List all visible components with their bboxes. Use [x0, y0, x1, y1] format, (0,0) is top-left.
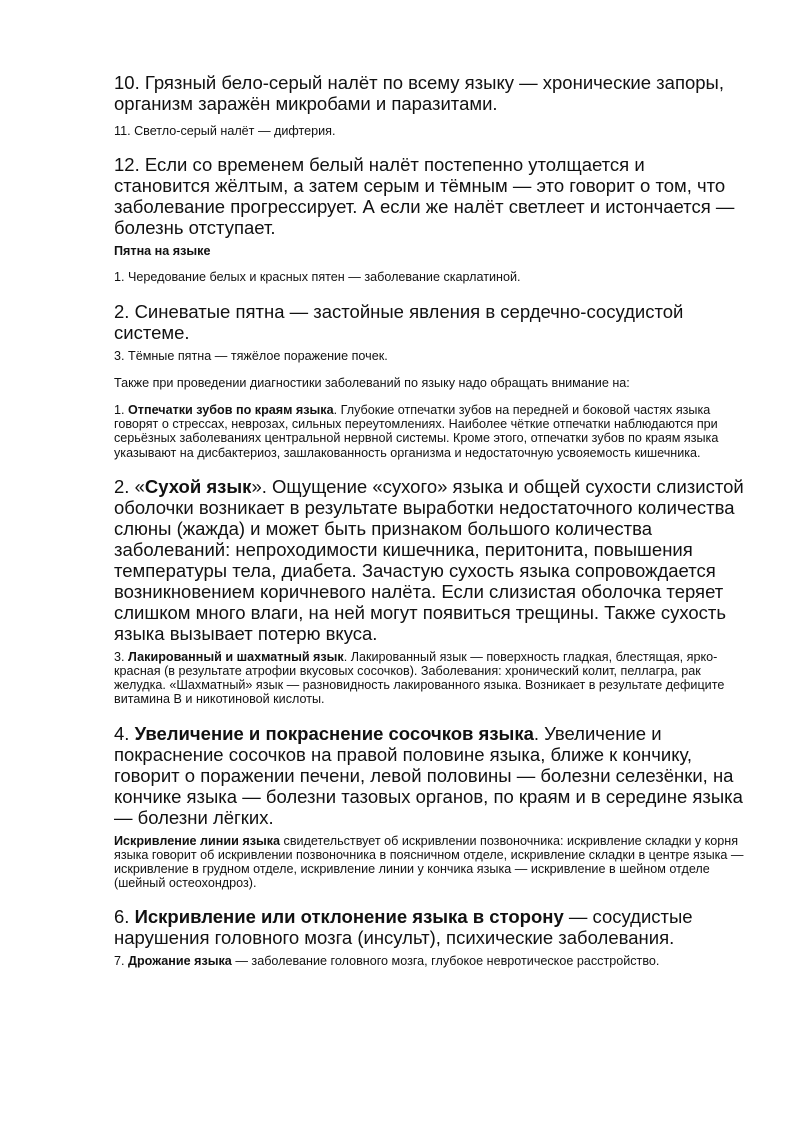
item-10: 10. Грязный бело-серый налёт по всему языку — хронические запоры, организм заражён микробами и паразитами.: [114, 72, 724, 114]
attention-item-6: [114, 906, 744, 948]
document-page: [114, 72, 744, 969]
item-text: — заболевание головного мозга, глубокое невротическое расстройство.: [231, 954, 660, 969]
item-title: Увеличение и покраснение сосочков языка: [134, 722, 534, 744]
item-title: Лакированный и шахматный язык: [128, 649, 344, 664]
attention-item-1: [114, 403, 744, 460]
spot-item-1: 1. Чередование белых и красных пятен — заболевание скарлатиной.: [114, 270, 521, 285]
attention-intro: Также при проведении диагностики заболеваний по языку надо обращать внимание на:: [114, 375, 630, 390]
item-12: 12. Если со временем белый налёт постепенно утолщается и становится жёлтым, а затем серым и тёмным — это говорит о том, что заболевание прогрессирует. А если же налёт светлеет и истончается — болезнь отступает.: [114, 154, 735, 239]
attention-item-4: [114, 723, 744, 828]
section-heading-spots: Пятна на языке: [114, 244, 211, 259]
item-number: 7.: [114, 954, 129, 969]
item-text: . Лакированный язык — поверхность гладкая, блестящая, ярко-красная (в результате атрофии вкусовых сосочков). Заболевания: хронический колит, пеллагра, рак желудка. «Шахматный» язык — разновидность лакированного языка. Возникает в результате дефиците витамина В и никотиновой кислоты.: [114, 649, 725, 707]
item-title: Сухой язык: [144, 475, 252, 497]
attention-item-7: [114, 954, 744, 968]
item-title: Отпечатки зубов по краям языка: [128, 403, 334, 418]
item-text: . Глубокие отпечатки зубов на передней и боковой частях языка говорят о стрессах, неврозах, сильных переутомлениях. Наиболее чёткие отпечатки наблюдаются при серьёзных заболеваниях центральной нервной системы. Кроме этого, отпечатки зубов по краям языка указывают на дисбактериоз, зашлакованность организма и недостаточную усвояемость кишечника.: [114, 403, 719, 460]
attention-item-3: [114, 650, 744, 707]
item-text: ». Ощущение «сухого» языка и общей сухости слизистой оболочки возникает в результате выработки недостаточного количества слюны (жажда) и может быть признаком большого количества заболеваний: непроходимости кишечника, перитонита, повышения температуры тела, диабета. Зачастую сухость языка сопровождается возникновением коричневого налёта. Если слизистая оболочка теряет слишком много влаги, на ней могут появиться трещины. Также сухость языка вызывает потерю вкуса.: [114, 475, 744, 644]
spot-item-2: 2. Синеватые пятна — застойные явления в сердечно-сосудистой системе.: [114, 300, 684, 343]
item-text: — сосудистые нарушения головного мозга (инсульт), психические заболевания.: [114, 906, 693, 949]
item-text: . Увеличение и покраснение сосочков на правой половине языка, ближе к кончику, говорит о поражении печени, левой половины — болезни селезёнки, на кончике языка — болезни тазовых органов, по краям и в середине языка — болезни лёгких.: [114, 722, 743, 828]
item-number: 6.: [114, 906, 135, 928]
attention-item-5: [114, 834, 744, 891]
item-title: Искривление линии языка: [114, 833, 281, 848]
spot-item-3: 3. Тёмные пятна — тяжёлое поражение почек.: [114, 348, 388, 363]
item-number: 1.: [114, 403, 129, 418]
item-title: Дрожание языка: [128, 954, 232, 969]
item-title: Искривление или отклонение языка в сторону: [134, 906, 564, 928]
item-number: 4.: [114, 722, 135, 744]
item-number: 2. «: [114, 475, 145, 497]
item-number: 3.: [114, 649, 129, 664]
item-11: 11. Светло-серый налёт — дифтерия.: [114, 124, 336, 138]
item-text: свидетельствует об искривлении позвоночника: искривление складки у корня языка говорит об искривлении позвоночника в поясничном отделе, искривление складки в центре языка — искривление в грудном отделе, искривление линии у кончика языка — искривление в шейном отделе (шейный остеохондроз).: [114, 833, 744, 891]
attention-item-2: [114, 476, 744, 644]
